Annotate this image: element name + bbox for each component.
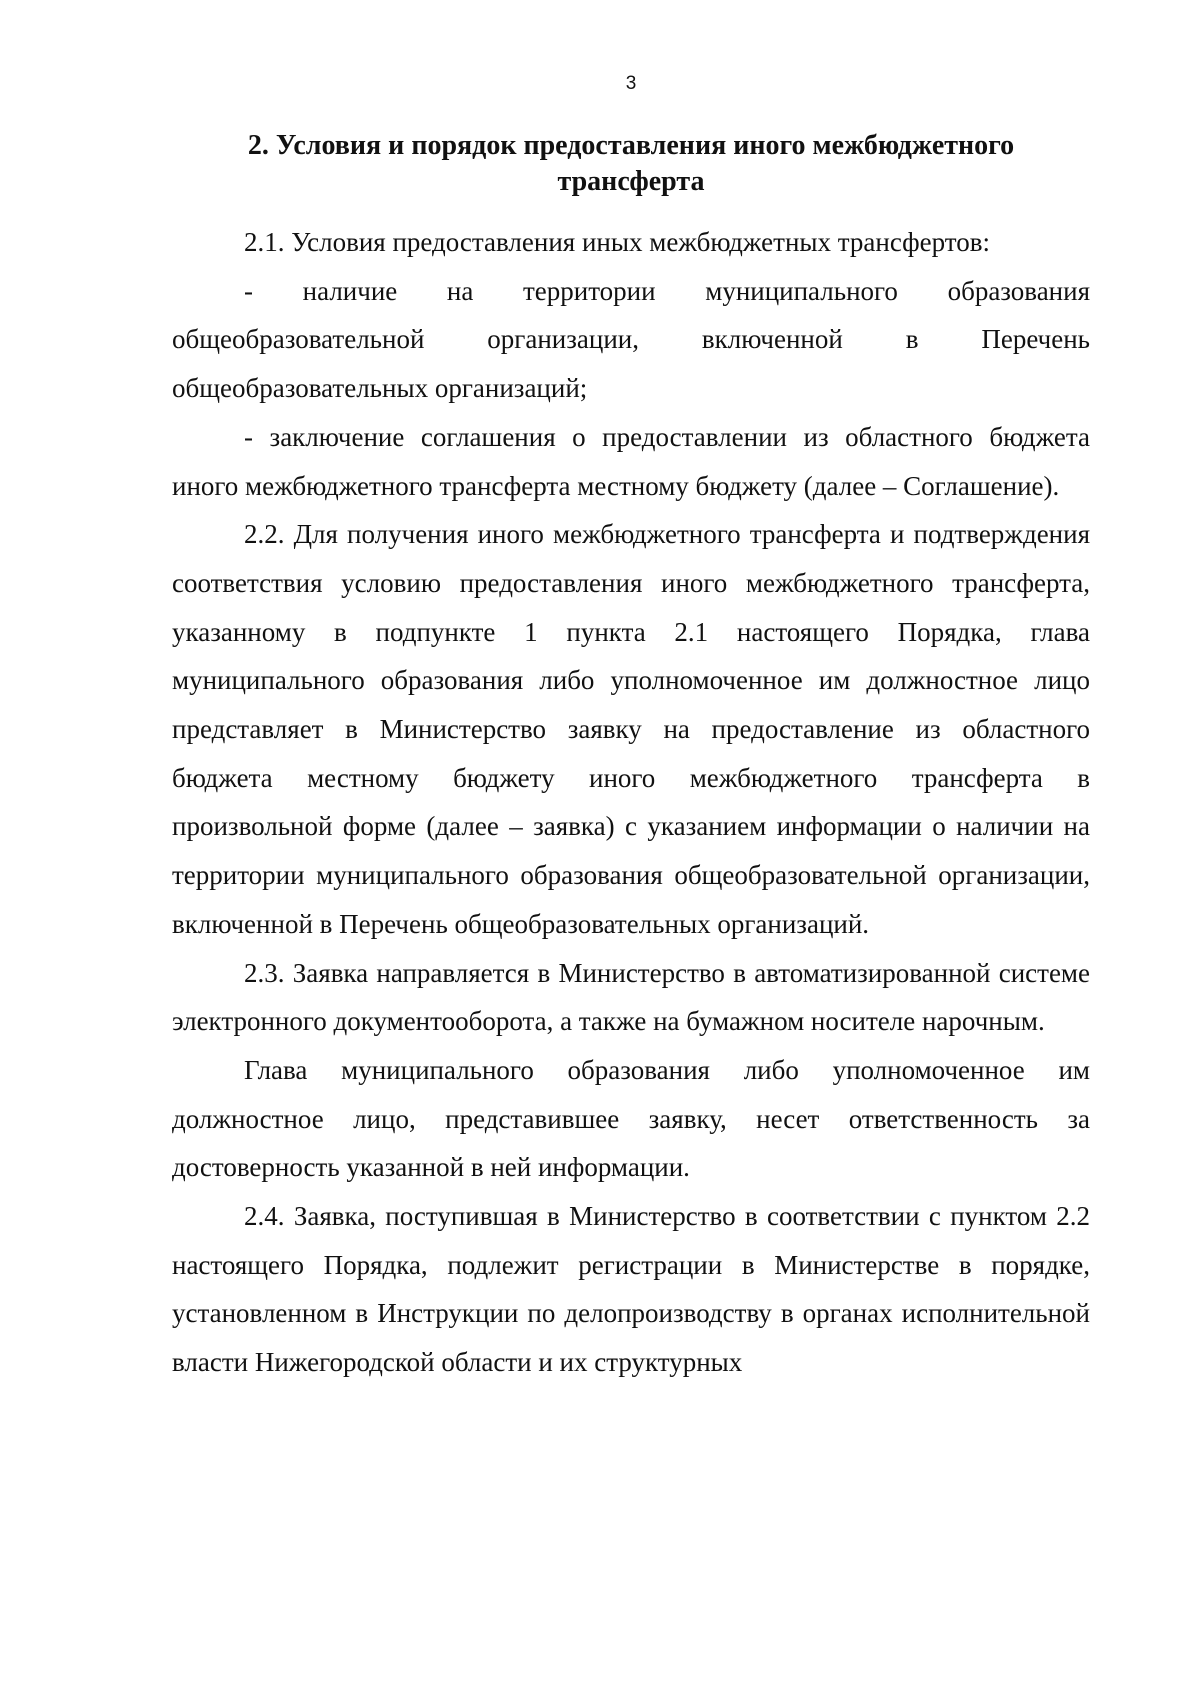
paragraph-2-1: 2.1. Условия предоставления иных межбюджетных трансфертов: (244, 227, 990, 257)
section-title-line-2: трансферта (557, 166, 705, 197)
paragraph-condition-2: - заключение соглашения о предоставлении из областного бюджета иного межбюджетного трансферта местному бюджету (далее – Соглашение). (172, 421, 1090, 501)
document-body (172, 218, 1090, 1387)
paragraph-2-4: 2.4. Заявка, поступившая в Министерство в соответствии с пунктом 2.2 настоящего Порядка, подлежит регистрации в Министерстве в порядке, установленном в Инструкции по делопроизводству в органах исполнительной власти Нижегородской области и их структурных (172, 1201, 1090, 1378)
paragraph-2-3: 2.3. Заявка направляется в Министерство в автоматизированной системе электронного документооборота, а также на бумажном носителе нарочным. (172, 957, 1090, 1037)
paragraph-2-2: 2.2. Для получения иного межбюджетного трансферта и подтверждения соответствия условию предоставления иного межбюджетного трансферта, указанному в подпункте 1 пункта 2.1 настоящего Порядка, глава муниципального образования либо уполномоченное им должностное лицо представляет в Министерство заявку на предоставление из областного бюджета местному бюджету иного межбюджетного трансферта в произвольной форме (далее – заявка) с указанием информации о наличии на территории муниципального образования общеобразовательной организации, включенной в Перечень общеобразовательных организаций. (172, 519, 1090, 939)
section-title (172, 128, 1090, 200)
paragraph-responsibility: Глава муниципального образования либо уполномоченное им должностное лицо, представившее заявку, несет ответственность за достоверность указанной в ней информации. (172, 1054, 1090, 1183)
page-number: 3 (625, 73, 637, 94)
paragraph-condition-1: - наличие на территории муниципального образования общеобразовательной организации, включенной в Перечень общеобразовательных организаций; (172, 275, 1090, 404)
section-title-line-1: 2. Условия и порядок предоставления иного межбюджетного (247, 130, 1015, 161)
